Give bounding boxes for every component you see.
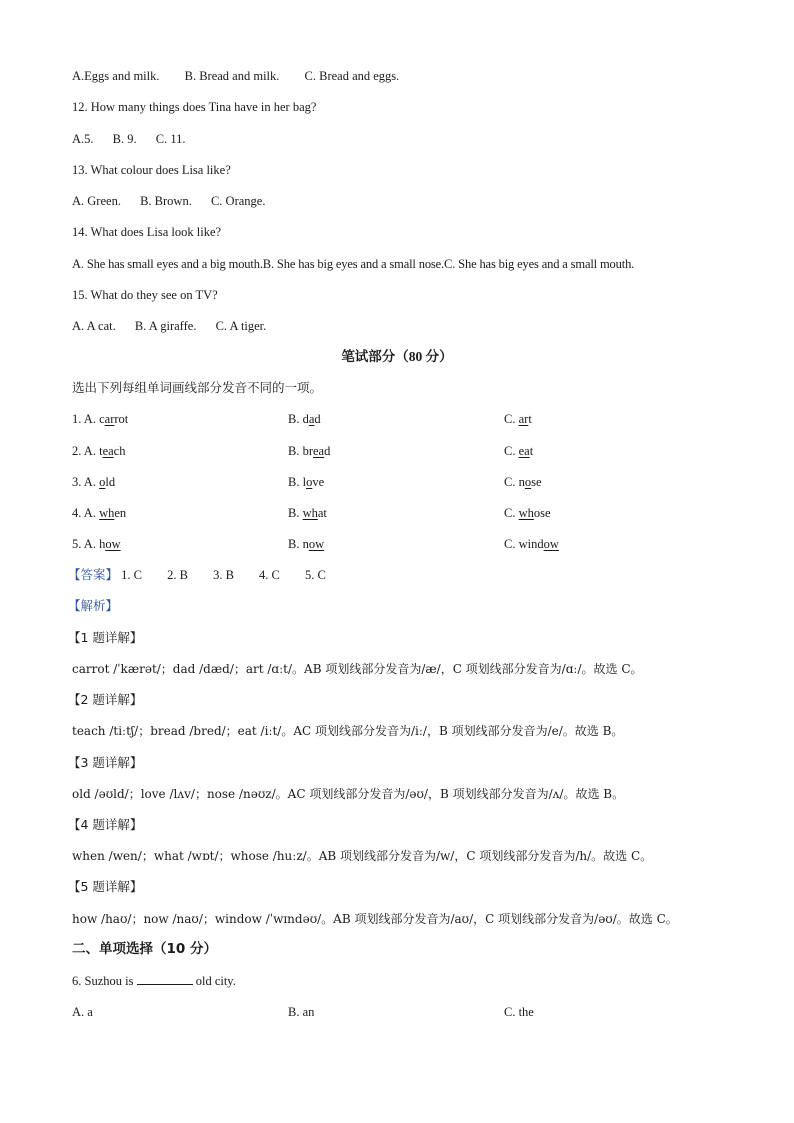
q12-stem: 12. How many things does Tina have in her bag? bbox=[72, 100, 317, 114]
q13-stem: 13. What colour does Lisa like? bbox=[72, 163, 231, 177]
underlined-letters: ar bbox=[104, 412, 115, 426]
q12-option-c: C. 11. bbox=[155, 132, 186, 146]
answer-label: 【答案】 bbox=[68, 567, 119, 582]
answer-3: 3. B bbox=[213, 568, 234, 582]
detail-text-1: carrot /ˈkærət/；dad /dæd/；art /ɑːt/。AB 项划线部分发音为/æ/，C 项划线部分发音为/ɑː/。故选 C。 bbox=[72, 662, 643, 676]
underlined-letters: ow bbox=[308, 537, 325, 551]
detail-label-4: 【4 题详解】 bbox=[68, 817, 143, 832]
q12-option-a: A.5. bbox=[72, 132, 94, 146]
q13-option-a: A. Green. bbox=[72, 194, 121, 208]
q15-option-a: A. A cat. bbox=[72, 319, 116, 333]
q6-option-a: A. a bbox=[72, 1005, 93, 1019]
q14-option-c: C. She has big eyes and a small mouth. bbox=[444, 257, 635, 271]
phonics-option-a: 3. A. old bbox=[72, 475, 116, 489]
q15-option-b: B. A giraffe. bbox=[134, 319, 197, 333]
phonics-option-c: C. eat bbox=[504, 444, 534, 458]
underlined-letters: ea bbox=[313, 444, 325, 458]
phonics-option-c: C. window bbox=[504, 537, 559, 551]
q13-option-c: C. Orange. bbox=[210, 194, 266, 208]
q15-option-c: C. A tiger. bbox=[215, 319, 267, 333]
underlined-letters: wh bbox=[518, 506, 534, 520]
analysis-label: 【解析】 bbox=[68, 598, 119, 613]
phonics-row bbox=[72, 411, 732, 427]
answer-1: 1. C bbox=[121, 568, 142, 582]
phonics-option-b: B. now bbox=[288, 537, 325, 551]
phonics-option-c: C. whose bbox=[504, 506, 551, 520]
section2-title: 二、单项选择（10 分） bbox=[72, 941, 217, 957]
detail-text-4: when /wen/；what /wɒt/；whose /huːz/。AB 项划线部分发音为/w/，C 项划线部分发音为/h/。故选 C。 bbox=[72, 849, 653, 863]
phonics-option-b: B. love bbox=[288, 475, 325, 489]
q11-option-b: B. Bread and milk. bbox=[184, 69, 280, 83]
q6-option-b: B. an bbox=[288, 1005, 315, 1019]
detail-text-3: old /əʊld/；love /lʌv/；nose /nəʊz/。AC 项划线部分发音为/əʊ/，B 项划线部分发音为/ʌ/。故选 B。 bbox=[72, 787, 625, 801]
phonics-option-b: B. what bbox=[288, 506, 327, 520]
answer-2: 2. B bbox=[167, 568, 188, 582]
q14-stem: 14. What does Lisa look like? bbox=[72, 225, 222, 239]
phonics-row bbox=[72, 443, 732, 459]
phonics-row bbox=[72, 505, 732, 521]
q14-options bbox=[72, 256, 634, 272]
phonics-row bbox=[72, 474, 732, 490]
phonics-option-c: C. nose bbox=[504, 475, 542, 489]
answer-blank bbox=[137, 973, 193, 985]
phonics-option-a: 5. A. how bbox=[72, 537, 121, 551]
phonics-option-b: B. dad bbox=[288, 412, 321, 426]
underlined-letters: ow bbox=[543, 537, 559, 551]
q15-stem: 15. What do they see on TV? bbox=[72, 288, 218, 302]
phonics-option-a: 1. A. carrot bbox=[72, 412, 129, 426]
underlined-letters: wh bbox=[302, 506, 318, 520]
q6-options bbox=[72, 1004, 732, 1020]
detail-label-3: 【3 题详解】 bbox=[68, 755, 143, 770]
answer-line bbox=[68, 567, 326, 583]
q11-options bbox=[72, 68, 399, 84]
detail-label-2: 【2 题详解】 bbox=[68, 692, 143, 707]
q11-option-c: C. Bread and eggs. bbox=[304, 69, 400, 83]
phonics-option-c: C. art bbox=[504, 412, 532, 426]
answer-5: 5. C bbox=[305, 568, 326, 582]
underlined-letters: o bbox=[524, 475, 532, 489]
q15-options bbox=[72, 318, 266, 334]
written-section-title: 笔试部分（80 分） bbox=[341, 349, 453, 364]
underlined-letters: a bbox=[308, 412, 315, 426]
detail-label-1: 【1 题详解】 bbox=[68, 630, 143, 645]
q6-option-c: C. the bbox=[504, 1005, 534, 1019]
detail-label-5: 【5 题详解】 bbox=[68, 879, 143, 894]
underlined-letters: ow bbox=[105, 537, 121, 551]
answer-4: 4. C bbox=[259, 568, 280, 582]
phonics-option-a: 4. A. when bbox=[72, 506, 127, 520]
underlined-letters: ar bbox=[518, 412, 529, 426]
q14-option-a: A. She has small eyes and a big mouth. bbox=[72, 257, 263, 271]
underlined-letters: ea bbox=[518, 444, 530, 458]
phonics-option-a: 2. A. teach bbox=[72, 444, 126, 458]
q13-option-b: B. Brown. bbox=[140, 194, 192, 208]
phonics-option-b: B. bread bbox=[288, 444, 331, 458]
q12-option-b: B. 9. bbox=[112, 132, 137, 146]
phonics-row bbox=[72, 536, 732, 552]
phonics-instruction: 选出下列每组单词画线部分发音不同的一项。 bbox=[72, 380, 323, 395]
underlined-letters: o bbox=[99, 475, 106, 489]
underlined-letters: wh bbox=[99, 506, 115, 520]
detail-text-2: teach /tiːtʃ/；bread /bred/；eat /iːt/。AC 项划线部分发音为/iː/，B 项划线部分发音为/e/。故选 B。 bbox=[72, 724, 624, 738]
underlined-letters: ea bbox=[102, 444, 114, 458]
q11-option-a: A.Eggs and milk. bbox=[72, 69, 160, 83]
detail-text-5: how /haʊ/；now /naʊ/；window /ˈwɪndəʊ/。AB 项划线部分发音为/aʊ/，C 项划线部分发音为/əʊ/。故选 C。 bbox=[72, 912, 678, 926]
q14-option-b: B. She has big eyes and a small nose. bbox=[262, 257, 445, 271]
q13-options bbox=[72, 193, 265, 209]
q12-options bbox=[72, 131, 186, 147]
q6-stem: 6. Suzhou is old city. bbox=[72, 974, 236, 988]
underlined-letters: o bbox=[306, 475, 313, 489]
